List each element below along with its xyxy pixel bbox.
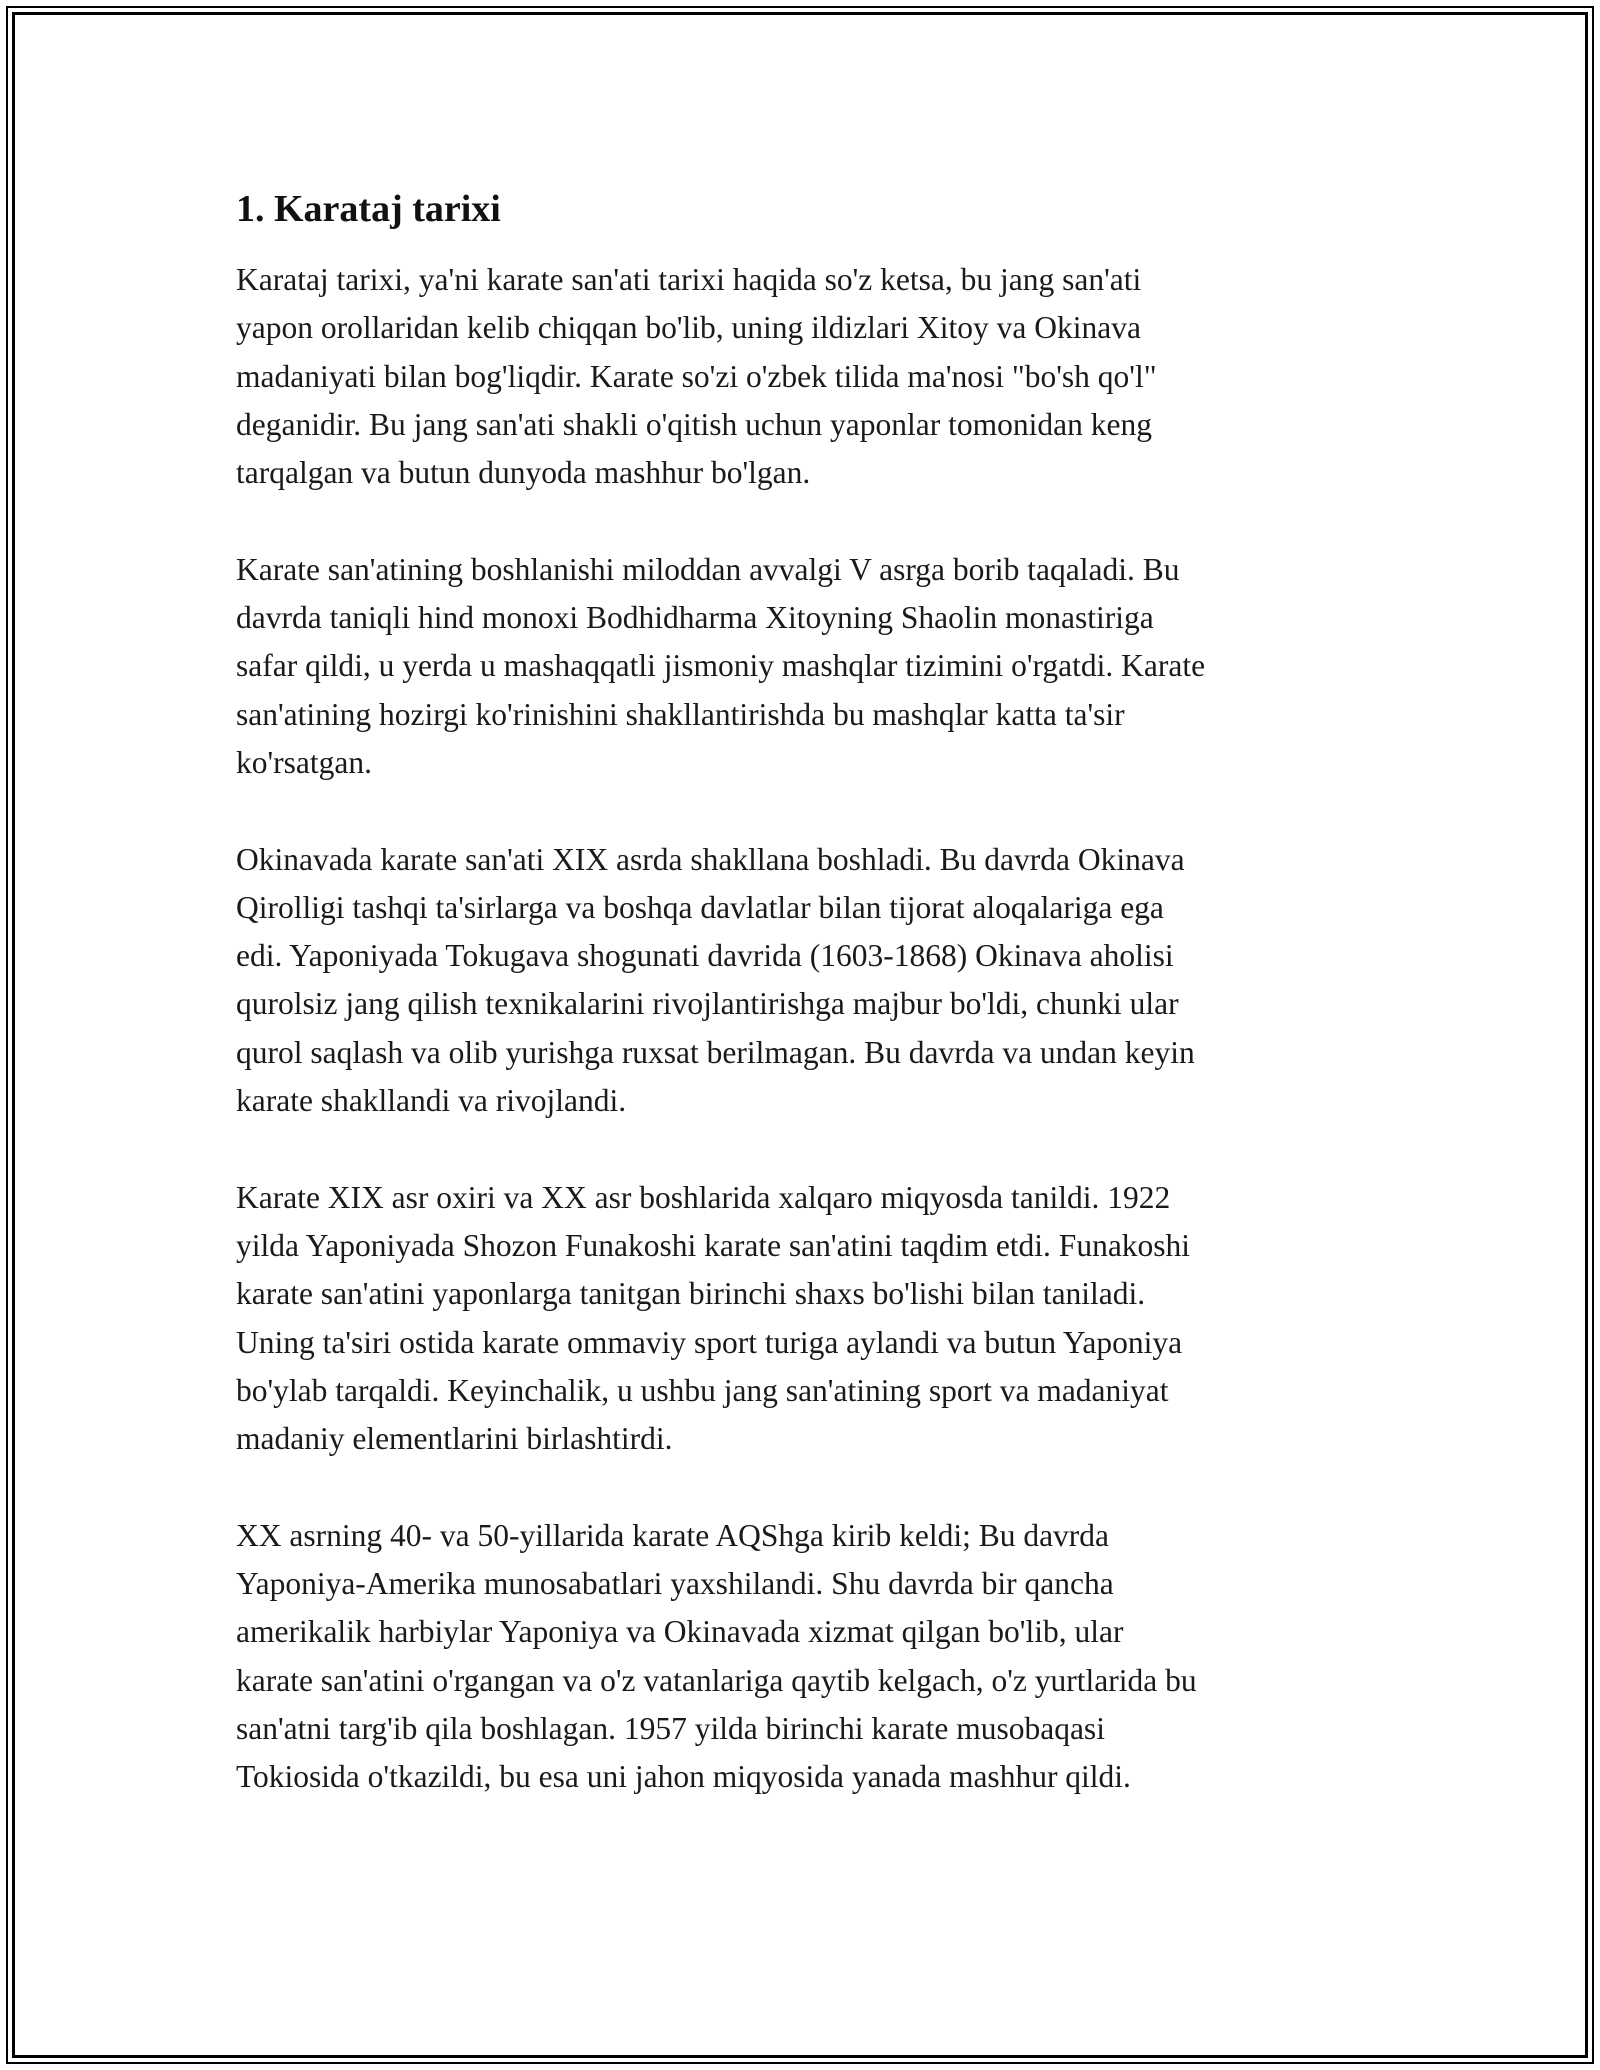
paragraph-4: Karate XIX asr oxiri va XX asr boshlarida xalqaro miqyosda tanildi. 1922 yilda Yaponiyada Shozon Funakoshi karate san'atini taqdim etdi. Funakoshi karate san'atini yaponlarga tanitgan birinchi shaxs bo'lishi bilan taniladi. Uning ta'siri ostida karate ommaviy sport turiga aylandi va butun Yaponiya bo'ylab tarqaldi. Keyinchalik, u ushbu jang san'atining sport va madaniyat madaniy elementlarini birlashtirdi. [236,1179,1191,1457]
paragraph-5: XX asrning 40- va 50-yillarida karate AQShga kirib keldi; Bu davrda Yaponiya-Amerika munosabatlari yaxshilandi. Shu davrda bir qancha amerikalik harbiylar Yaponiya va Okinavada xizmat qilgan bo'lib, ular karate san'atini o'rgangan va o'z vatanlariga qaytib kelgach, o'z yurtlarida bu san'atni targ'ib qila boshlagan. 1957 yilda birinchi karate musobaqasi Tokiosida o'tkazildi, bu esa uni jahon miqyosida yanada mashhur qildi. [236,1517,1197,1795]
paragraph-1: Karataj tarixi, ya'ni karate san'ati tarixi haqida so'z ketsa, bu jang san'ati yapon orollaridan kelib chiqqan bo'lib, uning ildizlari Xitoy va Okinava madaniyati bilan bog'liqdir. Karate so'zi o'zbek tilida ma'nosi "bo'sh qo'l" deganidir. Bu jang san'ati shakli o'qitish uchun yaponlar tomonidan keng tarqalgan va butun dunyoda mashhur bo'lgan. [236,262,1157,491]
paragraph-3: Okinavada karate san'ati XIX asrda shakllana boshladi. Bu davrda Okinava Qirolligi tashqi ta'sirlarga va boshqa davlatlar bilan tijorat aloqalariga ega edi. Yaponiyada Tokugava shogunati davrida (1603-1868) Okinava aholisi qurolsiz jang qilish texnikalarini rivojlantirishga majbur bo'ldi, chunki ular qurol saqlash va olib yurishga ruxsat berilmagan. Bu davrda va undan keyin karate shakllandi va rivojlandi. [236,841,1195,1119]
document-body [236,186,1366,1850]
section-heading: 1. Karataj tarixi [236,188,501,230]
paragraph-2: Karate san'atining boshlanishi miloddan avvalgi V asrga borib taqaladi. Bu davrda taniqli hind monoxi Bodhidharma Xitoyning Shaolin monastiriga safar qildi, u yerda u mashaqqatli jismoniy mashqlar tizimini o'rgatdi. Karate san'atining hozirgi ko'rinishini shakllantirishda bu mashqlar katta ta'sir ko'rsatgan. [236,551,1206,780]
